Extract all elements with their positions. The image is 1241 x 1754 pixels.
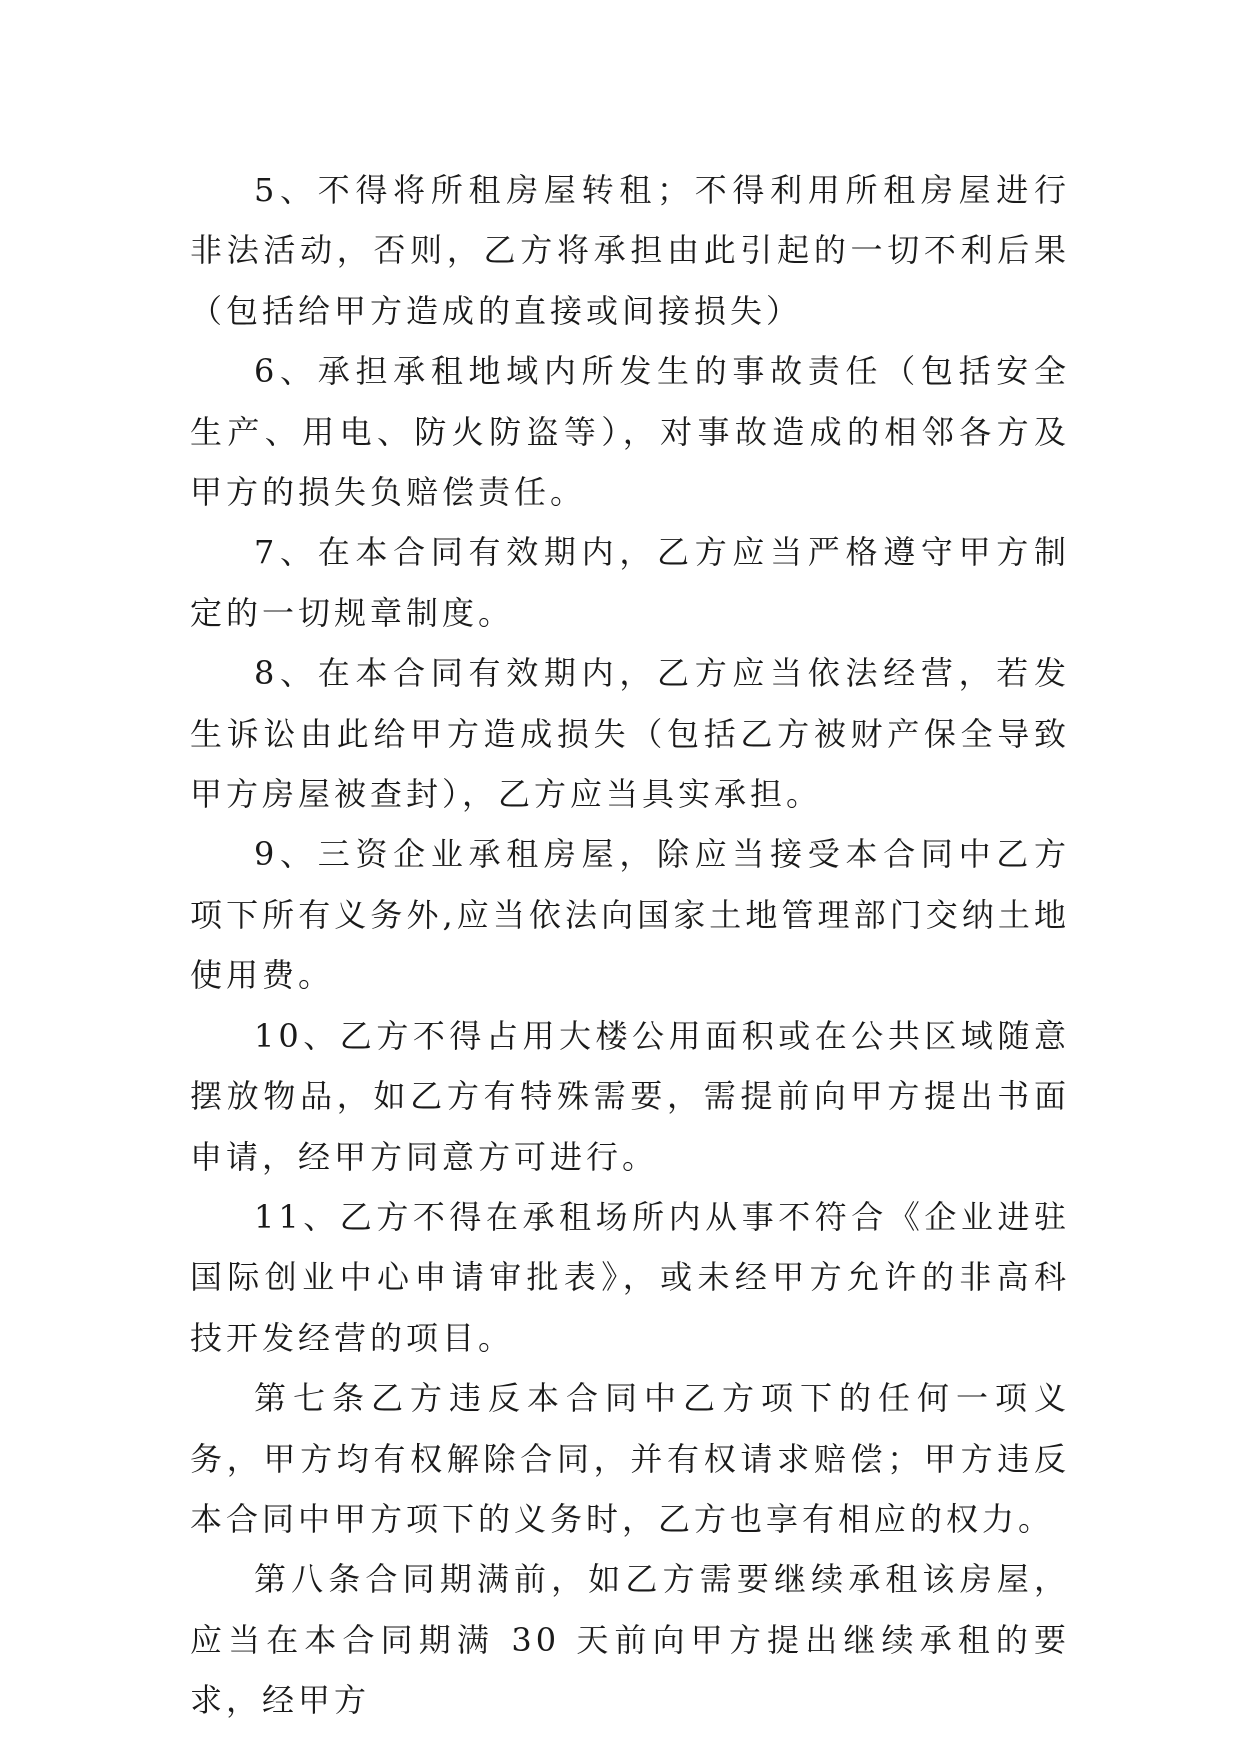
article-8-paragraph: 第八条合同期满前，如乙方需要继续承租该房屋，应当在本合同期满 30 天前向甲方提出继续承租的要求，经甲方	[190, 1560, 1070, 1720]
document-body	[190, 160, 1070, 1731]
clause-10-paragraph: 10、乙方不得占用大楼公用面积或在公共区域随意摆放物品，如乙方有特殊需要，需提前向甲方提出书面申请，经甲方同意方可进行。	[190, 1016, 1070, 1176]
clause-9-paragraph: 9、三资企业承租房屋，除应当接受本合同中乙方项下所有义务外,应当依法向国家土地管理部门交纳土地使用费。	[190, 835, 1070, 995]
clause-8-paragraph: 8、在本合同有效期内，乙方应当依法经营，若发生诉讼由此给甲方造成损失（包括乙方被财产保全导致甲方房屋被查封），乙方应当具实承担。	[190, 654, 1070, 814]
article-7-paragraph: 第七条乙方违反本合同中乙方项下的任何一项义务，甲方均有权解除合同，并有权请求赔偿；甲方违反本合同中甲方项下的义务时，乙方也享有相应的权力。	[190, 1379, 1070, 1538]
clause-7-paragraph: 7、在本合同有效期内，乙方应当严格遵守甲方制定的一切规章制度。	[190, 533, 1070, 632]
clause-5-paragraph: 5、不得将所租房屋转租；不得利用所租房屋进行非法活动，否则，乙方将承担由此引起的一切不利后果（包括给甲方造成的直接或间接损失）	[190, 171, 1070, 330]
clause-6-paragraph: 6、承担承租地域内所发生的事故责任（包括安全生产、用电、防火防盗等），对事故造成的相邻各方及甲方的损失负赔偿责任。	[190, 352, 1070, 512]
clause-11-paragraph: 11、乙方不得在承租场所内从事不符合《企业进驻国际创业中心申请审批表》，或未经甲方允许的非高科技开发经营的项目。	[190, 1197, 1070, 1357]
